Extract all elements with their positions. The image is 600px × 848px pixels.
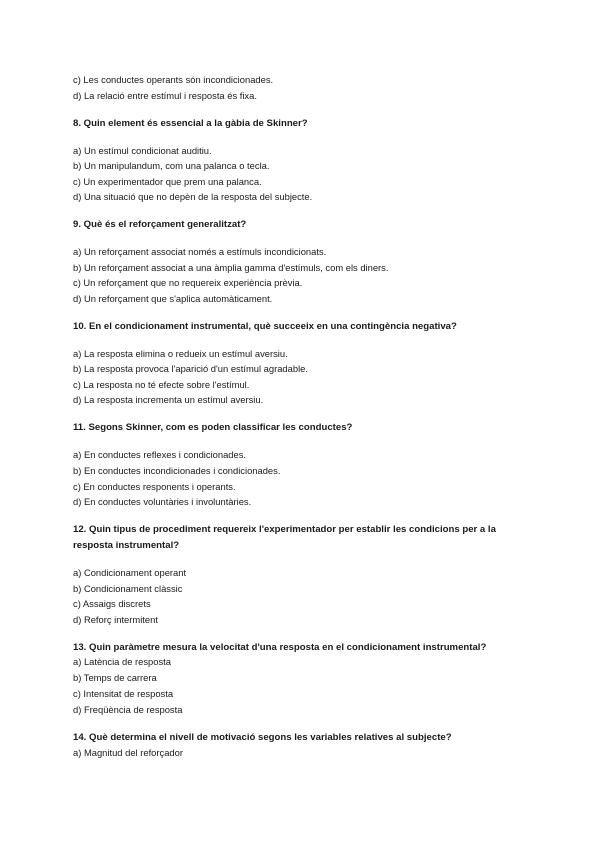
q13-option-c: c) Intensitat de resposta (73, 688, 174, 699)
q7-option-c: c) Les conductes operants són incondicionades. (73, 74, 274, 85)
q13-question: 13. Quin paràmetre mesura la velocitat d'una resposta en el condicionament instrumental? (73, 642, 487, 653)
q14-question: 14. Què determina el nivell de motivació segons les variables relatives al subjecte? (73, 732, 452, 743)
q12-option-b: b) Condicionament clàssic (73, 583, 183, 594)
q9-option-d: d) Un reforçament que s'aplica automàticament. (73, 293, 273, 304)
q10-option-d: d) La resposta incrementa un estímul aversiu. (73, 394, 264, 405)
q12-option-c: c) Assaigs discrets (73, 598, 151, 609)
q9-option-a: a) Un reforçament associat només a estímuls incondicionats. (73, 246, 327, 257)
q8-option-d: d) Una situació que no depèn de la resposta del subjecte. (73, 191, 313, 202)
q12-question: 12. Quin tipus de procediment requereix l'experimentador per establir les condicions per a la resposta instrumental? (73, 524, 496, 551)
q10-option-b: b) La resposta provoca l'aparició d'un estímul agradable. (73, 363, 308, 374)
q9-option-c: c) Un reforçament que no requereix experiència prèvia. (73, 277, 303, 288)
q9-question: 9. Què és el reforçament generalitzat? (73, 219, 247, 230)
q11-option-a: a) En conductes reflexes i condicionades. (73, 449, 247, 460)
q8-option-b: b) Un manipulandum, com una palanca o tecla. (73, 160, 270, 171)
q8-option-c: c) Un experimentador que prem una palanca. (73, 176, 262, 187)
q8-option-a: a) Un estímul condicionat auditiu. (73, 145, 212, 156)
q13-option-a: a) Latència de resposta (73, 656, 171, 667)
q11-option-d: d) En conductes voluntàries i involuntàries. (73, 496, 252, 507)
q11-option-c: c) En conductes responents i operants. (73, 481, 236, 492)
q10-option-c: c) La resposta no té efecte sobre l'estímul. (73, 379, 250, 390)
q9-option-b: b) Un reforçament associat a una àmplia gamma d'estímuls, com els diners. (73, 262, 389, 273)
q13-option-b: b) Temps de carrera (73, 672, 157, 683)
q11-option-b: b) En conductes incondicionades i condicionades. (73, 465, 281, 476)
q14-option-a: a) Magnitud del reforçador (73, 747, 183, 758)
q10-option-a: a) La resposta elimina o redueix un estímul aversiu. (73, 348, 288, 359)
q12-option-d: d) Reforç intermitent (73, 614, 158, 625)
q7-option-d: d) La relació entre estímul i resposta és fixa. (73, 90, 257, 101)
q8-question: 8. Quin element és essencial a la gàbia de Skinner? (73, 118, 308, 129)
q13-option-d: d) Freqüència de resposta (73, 704, 183, 715)
q11-question: 11. Segons Skinner, com es poden classificar les conductes? (73, 422, 353, 433)
q10-question: 10. En el condicionament instrumental, què succeeix en una contingència negativa? (73, 321, 457, 332)
q12-option-a: a) Condicionament operant (73, 567, 187, 578)
